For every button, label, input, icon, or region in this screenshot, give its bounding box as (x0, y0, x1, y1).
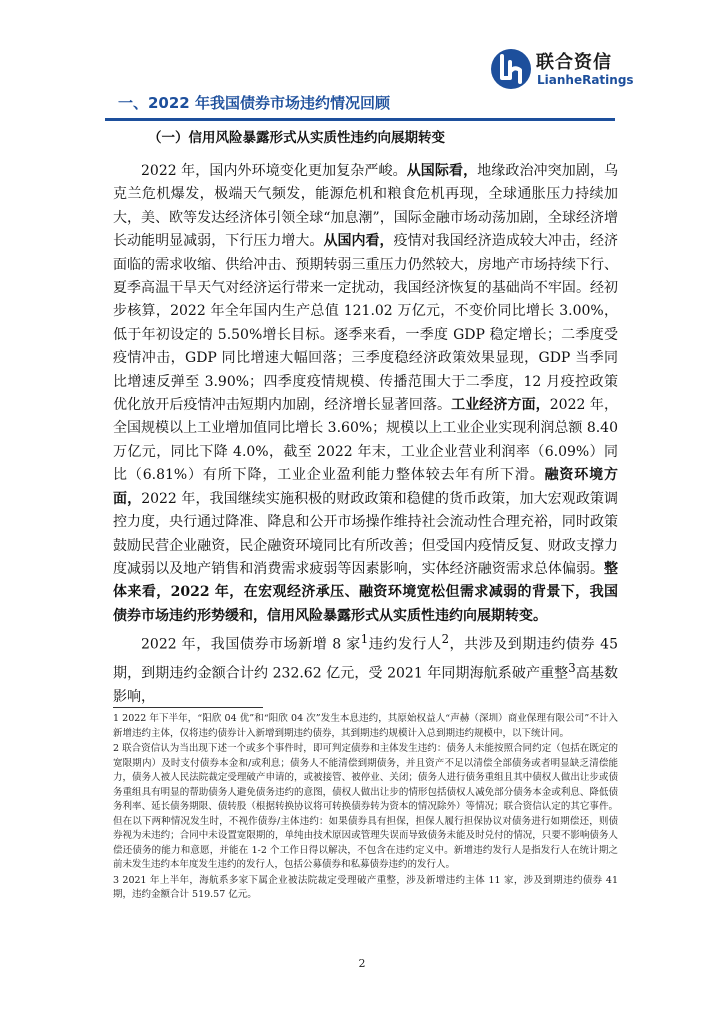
footnote-3: 3 2021 年上半年，海航系多家下属企业被法院裁定受理破产重整，涉及新增违约主体 11 家，涉及到期违约债券 41 期，违约金额合计 519.57 亿元。 (113, 874, 618, 900)
footnote-separator (113, 707, 263, 708)
logo-english-name: LianheRatings (537, 73, 634, 87)
p2-text-1: 2022 年，我国债券市场新增 8 家 (141, 636, 361, 653)
paragraph-1 (113, 160, 618, 628)
footnote-ref-1[interactable]: 1 (360, 632, 369, 647)
p1-bold-international: 从国际看， (406, 163, 478, 179)
p1-text-5: 2022 年，我国继续实施积极的财政政策和稳健的货币政策，加大宏观政策调控力度，央行通过降准、降息和公开市场操作维持社会流动性合理充裕，同时政策鼓励民营企业融资，民企融资环境同比有所改善；但受国内疫情反复、财政支撑力度减弱以及地产销售和消费需求疲弱等因素影响，实体经济融资需求总体偏弱。 (113, 490, 619, 577)
footnote-2: 2 联合资信认为当出现下述一个或多个事件时，即可判定债券和主体发生违约：债务人未能按照合同约定（包括在既定的宽限期内）及时支付债券本金和/或利息；债务人不能清偿到期债务，并且资产不足以清偿全部债务或者明显缺乏清偿能力，债务人被人民法院裁定受理破产申请的，或被接管、被停业、关闭；债务人进行债务重组且其中债权人做出让步或债务重组具有明显的帮助债务人避免债务违约的意图，债权人做出让步的情形包括债权人减免部分债务本金或利息、降低债务利率、延长债务期限、债转股（根据转换协议将可转换债券转为资本的情况除外）等情况；联合资信认定的其它事件。但在以下两种情况发生时，不视作债券/主体违约：如果债券具有担保，担保人履行担保协议对债务进行如期偿还，则债券视为未违约；合同中未设置宽限期的，单纯由技术原因或管理失误而导致债务未能及时兑付的情况，只要不影响债务人偿还债务的能力和意愿，并能在 1-2 个工作日得以解决，不包含在违约定义中。新增违约发行人是指发行人在统计期之前未发生违约本年度发生违约的发行人，包括公募债券和私募债券违约的发行人。 (113, 743, 618, 870)
subsection-title: （一）信用风险暴露形式从实质性违约向展期转变 (148, 130, 445, 146)
p1-bold-domestic: 从国内看， (323, 233, 394, 250)
p1-text-4: 2022 年，全国规模以上工业增加值同比增长 3.60%；规模以上工业企业实现利润总额 8.40 万亿元，同比下降 4.0%，截至 2022 年末，工业企业营业利润率（6.09%）同比（6.81%）有所下降，工业企业盈利能力整体较去年有所下滑。 (113, 397, 619, 484)
p1-text-1: 2022 年，国内外环境变化更加复杂严峻。 (141, 163, 407, 179)
lianhe-logo (490, 48, 650, 92)
page-number: 2 (358, 957, 366, 970)
lianhe-logo-icon (490, 48, 532, 90)
footnote-1: 1 2022 年下半年，“阳欣 04 优”和“阳欣 04 次”发生本息违约，其原始权益人“声赫（深圳）商业保理有限公司”不计入新增违约主体，仅将违约债券计入新增到期违约债券，其到期违约规模计入总到期违约规模中，以下统计同。 (113, 713, 618, 739)
p1-bold-financing: 融资环境方面， (113, 467, 618, 507)
footnote-ref-3[interactable]: 3 (568, 661, 576, 676)
p1-text-2: 地缘政治冲突加剧，乌克兰危机爆发，极端天气频发，能源危机和粮食危机再现，全球通胀压力持续加大，美、欧等发达经济体引领全球“加息潮”，国际金融市场动荡加剧，全球经济增长动能明显减弱，下行压力增大。 (113, 163, 619, 250)
p2-text-2: 违约发行人 (368, 636, 442, 653)
p2-text-4: 高基数影响， (113, 665, 618, 706)
body-text (113, 160, 618, 710)
paragraph-2 (113, 628, 618, 710)
p1-text-3: 疫情对我国经济造成较大冲击，经济面临的需求收缩、供给冲击、预期转弱三重压力仍然较大，房地产市场持续下行、夏季高温干旱天气对经济运行带来一定扰动，我国经济恢复的基础尚不牢固。经初步核算，2022 年全年国内生产总值 121.02 万亿元，不变价同比增长 3.00%，低于年初设定的 5.50%增长目标。逐季来看，一季度 GDP 稳定增长；二季度受疫情冲击，GDP 同比增速大幅回落；三季度稳经济政策效果显现，GDP 当季同比增速反弹至 3.90%；四季度疫情规模、传播范围大于二季度，12 月疫控政策优化放开后疫情冲击短期内加剧，经济增长显著回落。 (113, 233, 619, 414)
header-rule (105, 118, 615, 121)
footnotes (113, 712, 618, 904)
footnote-ref-2[interactable]: 2 (441, 632, 449, 647)
logo-chinese-name: 联合资信 (536, 52, 612, 73)
section-title: 一、2022 年我国债券市场违约情况回顾 (118, 94, 390, 112)
p2-text-3: ，共涉及到期违约债券 45 期，到期违约金额合计约 232.62 亿元，受 2021 年同期海航系破产重整 (113, 636, 618, 682)
p1-bold-industry: 工业经济方面， (451, 397, 550, 414)
p1-bold-conclusion: 整体来看，2022 年，在宏观经济承压、融资环境宽松但需求减弱的背景下，我国债券市场违约形势缓和，信用风险暴露形式从实质性违约向展期转变。 (113, 560, 618, 624)
